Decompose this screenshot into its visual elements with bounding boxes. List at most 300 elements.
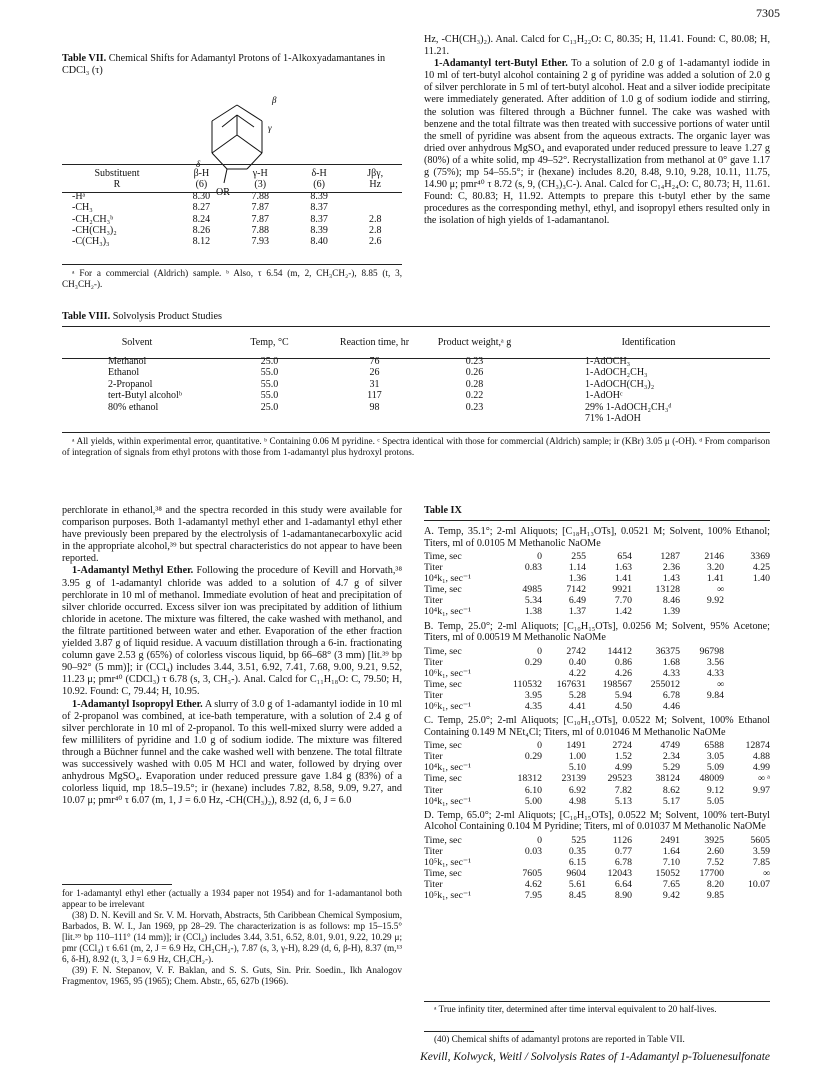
t7-head-2b: (3) — [254, 179, 267, 191]
value-cell — [724, 595, 770, 606]
t8-cell — [62, 413, 212, 424]
t8-cell: 71% 1-AdOH — [585, 413, 641, 425]
value-cell: 1491 — [566, 740, 586, 752]
tbutyl-heading: 1-Adamantyl tert-Butyl Ether. — [434, 58, 568, 70]
t8-cell: 80% ethanol — [108, 401, 159, 413]
value-cell: 10.07 — [747, 879, 770, 891]
t8-cell: 55.0 — [260, 390, 279, 402]
value-cell: 1.40 — [752, 573, 770, 585]
kinetics-table — [424, 740, 770, 807]
table-row — [424, 584, 770, 595]
t7-cell: 2.8 — [368, 213, 382, 225]
value-cell: 0 — [537, 551, 542, 562]
value-cell: 4.41 — [568, 701, 586, 713]
row-label: Time, sec — [424, 584, 462, 596]
note-39: (39) F. N. Stepanov, V. F. Baklan, and S. S. Guts, Sin. Prir. Soedin., Ikh Analogov Fragmentov, 1965, 95 (1965); Chem. Abstr., 65, 627b (1966). — [62, 965, 402, 986]
table-row — [424, 835, 770, 846]
row-label: Titer — [424, 595, 443, 607]
t7-head-0b: R — [113, 179, 121, 191]
value-cell: ∞ — [717, 584, 724, 596]
t8-cell: 2-Propanol — [108, 378, 153, 390]
value-cell: 1.42 — [614, 606, 632, 618]
t7-cell: 8.30 — [192, 190, 211, 202]
row-label: 10⁵k₁, sec⁻¹ — [424, 856, 472, 868]
value-cell: 8.20 — [706, 879, 724, 891]
value-cell: 6.64 — [614, 879, 632, 891]
table-ix-section — [424, 621, 770, 713]
t7-cell: 7.93 — [251, 236, 269, 248]
running-footer: Kevill, Kolwyck, Weitl / Solvolysis Rates of 1-Adamantyl p-Toluenesulfonate — [420, 1051, 770, 1063]
table-ix — [424, 505, 770, 902]
section-header: A. Temp, 35.1°; 2-ml Aliquots; [C₁₈H₁₃OTs], 0.0521 M; Solvent, 100% Ethanol; Titers, ml of 0.0105 M Methanolic NaOMe — [424, 526, 770, 549]
value-cell: 7.70 — [614, 595, 632, 607]
t7-head-0a: Substituent — [94, 168, 140, 179]
value-cell: 8.90 — [614, 890, 632, 902]
value-cell: 0.77 — [614, 845, 632, 857]
table-row — [424, 879, 770, 890]
row-label: Titer — [424, 689, 443, 701]
value-cell — [680, 701, 724, 712]
value-cell: 1.00 — [568, 751, 586, 763]
value-cell: 4.99 — [752, 762, 770, 774]
value-cell: 2146 — [704, 551, 724, 562]
value-cell: 9.84 — [706, 689, 724, 701]
value-cell: 14412 — [607, 645, 632, 657]
table-viii-caption: Solvolysis Product Studies — [112, 311, 222, 322]
value-cell — [724, 657, 770, 668]
table-viii-label: Table VIII. — [62, 311, 111, 322]
value-cell: 4.22 — [568, 667, 586, 679]
t7-head-4b: Hz — [369, 179, 382, 191]
table-row — [424, 846, 770, 857]
row-label: 10⁵k₁, sec⁻¹ — [424, 890, 472, 902]
value-cell: 2.60 — [706, 845, 724, 857]
table-vii-grid — [62, 168, 402, 248]
t7-cell — [348, 202, 402, 213]
methyl-heading: 1-Adamantyl Methyl Ether. — [72, 565, 194, 577]
value-cell — [498, 857, 542, 868]
value-cell: 48009 — [699, 773, 724, 785]
t8-cell: 1-AdOHᶜ — [585, 390, 623, 402]
value-cell: 5.00 — [524, 795, 542, 807]
value-cell: 3.95 — [524, 689, 542, 701]
table-row — [62, 236, 402, 247]
value-cell: ∞ — [763, 867, 770, 879]
t7-head-2a: γ-H — [252, 168, 268, 179]
value-cell: 5.17 — [662, 795, 680, 807]
value-cell — [724, 890, 770, 901]
value-cell: 1126 — [612, 834, 632, 846]
value-cell: 18312 — [517, 773, 542, 785]
row-label: 10⁴k₁, sec⁻¹ — [424, 795, 472, 807]
t8-cell: 0.22 — [465, 390, 484, 402]
value-cell — [724, 646, 770, 657]
value-cell: 0.03 — [524, 845, 542, 857]
value-cell — [680, 606, 724, 617]
t8-cell: 0.26 — [465, 367, 484, 379]
value-cell: 6.15 — [568, 856, 586, 868]
value-cell: 0 — [537, 740, 542, 752]
table-vii-label: Table VII. — [62, 53, 107, 64]
value-cell: 654 — [617, 551, 632, 562]
value-cell: 12874 — [745, 740, 770, 752]
t7-cell: 8.37 — [310, 202, 328, 214]
table-row — [62, 402, 770, 413]
table-row — [424, 857, 770, 868]
value-cell: 13128 — [655, 584, 680, 596]
value-cell: 4.33 — [662, 667, 680, 679]
page-number: 7305 — [756, 6, 780, 20]
value-cell: 5.13 — [614, 795, 632, 807]
t7-cell: 7.87 — [251, 213, 269, 225]
t7-cell: 8.37 — [310, 213, 328, 225]
value-cell: 38124 — [655, 773, 680, 785]
value-cell: 0.29 — [524, 656, 542, 668]
value-cell: 0 — [537, 645, 542, 657]
value-cell: 9.97 — [752, 784, 770, 796]
value-cell — [724, 690, 770, 701]
t8-head-time: Reaction time, hr — [339, 337, 410, 349]
value-cell: 1.64 — [662, 845, 680, 857]
value-cell: 3.20 — [706, 562, 724, 574]
row-label: Titer — [424, 751, 443, 763]
section-header: C. Temp, 25.0°; 2-ml Aliquots; [C₁₀H₁₅OTs], 0.0522 M; Solvent, 100% Ethanol Containing 0.149 M NEt₄Cl; Titers, ml of 0.01046 M Methanolic NaOMe — [424, 715, 770, 738]
methyl-body: Following the procedure of Kevill and Horvath,³⁸ 3.95 g of 1-adamantyl chloride was added to a solution of 4.7 g of silver perchlorate in 10 ml of methanol. Immediate evolution of heat and precipitation of silver chloride occurred. Excess silver ion was precipitated by addition of lithium chloride in acetone. The mixture was filtered, the cake washed with methanol, and the filtrate partitioned between water and ether. Evaporation of the ether fraction yielded 3.87 g of liquid residue. A vacuum distillation through a 6-in. fractionating column gave 2.53 g (65%) of colorless viscous liquid, bp 66–68° (3 mm) [lit.³⁹ bp 90–92° (5 mm)]; ir (CCl₄) includes 3.44, 3.51, 6.92, 7.41, 7.68, 9.00, 9.21, 9.52, 11.23 μ; pmr⁴⁰ (CDCl₃) τ 6.78 (s, 3, CH₃-). Anal. Calcd for C₁₁H₁₈O: C, 79.50; H, 10.92. Found: C, 79.44; H, 10.95. — [62, 565, 402, 698]
right-top-column — [424, 34, 770, 228]
value-cell: 1.63 — [614, 562, 632, 574]
value-cell: 3.05 — [706, 751, 724, 763]
value-cell: 2742 — [566, 645, 586, 657]
value-cell — [498, 762, 542, 773]
value-cell: 7142 — [566, 584, 586, 596]
value-cell — [724, 701, 770, 712]
row-label: Time, sec — [424, 740, 462, 752]
t8-head-solvent: Solvent — [121, 337, 153, 349]
value-cell: 7605 — [522, 867, 542, 879]
value-cell: 6.78 — [614, 856, 632, 868]
table-row — [424, 646, 770, 657]
value-cell: 15052 — [655, 867, 680, 879]
value-cell: 4985 — [522, 584, 542, 596]
value-cell: 4.88 — [752, 751, 770, 763]
table-row — [424, 562, 770, 573]
row-label: Titer — [424, 845, 443, 857]
left-bottom-column — [62, 505, 402, 807]
section-header: B. Temp, 25.0°; 2-ml Aliquots; [C₁₀H₁₅OTs], 0.0256 M; Solvent, 95% Acetone; Titers, ml of 0.00519 M Methanolic NaOMe — [424, 620, 770, 644]
value-cell — [724, 668, 770, 679]
value-cell — [724, 584, 770, 595]
value-cell: 7.10 — [662, 856, 680, 868]
value-cell: 5.34 — [524, 595, 542, 607]
table-row — [424, 573, 770, 584]
table-row — [424, 679, 770, 690]
value-cell: 0.83 — [524, 562, 542, 574]
note-40: (40) Chemical shifts of adamantyl protons are reported in Table VII. — [434, 1034, 685, 1044]
value-cell: 0.40 — [568, 656, 586, 668]
value-cell: 8.46 — [662, 595, 680, 607]
value-cell: 2.36 — [662, 562, 680, 574]
value-cell — [498, 573, 542, 584]
t8-cell: 76 — [369, 356, 380, 367]
value-cell: 9.92 — [706, 595, 724, 607]
beta-label: β — [272, 95, 277, 105]
value-cell: 6.92 — [568, 784, 586, 796]
table-viii-footnote: ᵃ All yields, within experimental error, quantitative. ᵇ Containing 0.06 M pyridine. ᶜ Spectra identical with those for commercial (Aldrich) sample; ir (KBr) 3.05 μ (-OH). ᵈ From comparison of integration of signals from ethyl protons with those from 1-adamantyl plus hydroxyl protons. — [62, 436, 770, 457]
isopropyl-heading: 1-Adamantyl Isopropyl Ether. — [72, 698, 203, 710]
t7-head-1b: (6) — [195, 179, 208, 191]
note-38: (38) D. N. Kevill and Sr. V. M. Horvath, Abstracts, 5th Caribbean Chemical Symposium, Barbados, B. W. I., Jan 1969, pp 28–29. The characterization is as follows: mp 15–15.5° [lit.³⁹ bp 110–111° (14 mm)]; ir (CCl₄) includes 3.44, 3.51, 6.52, 8.01, 9.01, 9.22, 10.29 μ; pmr (CCl₄) τ 6.61 (m, 2, J = 6.9 Hz, CH₃CH₂-), 7.87 (s, 3, γ-H), 8.29 (d, 6, β-H), 8.37 (m,¹³ 6, δ-H), 8.92 (t, 3, J = 6.9 Hz, CH₃CH₂-). — [62, 910, 402, 964]
row-label: 10⁴k₁, sec⁻¹ — [424, 606, 472, 618]
value-cell: 3.59 — [752, 845, 770, 857]
row-label: Titer — [424, 879, 443, 891]
value-cell: 9.12 — [706, 784, 724, 796]
gamma-label: γ — [268, 123, 272, 133]
table-row — [424, 551, 770, 562]
value-cell: 167631 — [556, 678, 586, 690]
value-cell: 4.98 — [568, 795, 586, 807]
t7-cell: -CH(CH₃)₂ — [72, 225, 117, 237]
t8-cell: 55.0 — [260, 367, 279, 379]
value-cell: 255 — [571, 551, 586, 562]
t7-cell: 8.39 — [310, 225, 328, 237]
para-perchlorate: perchlorate in ethanol,³⁸ and the spectra recorded in this study were available for comparison purposes. Both 1-adamantyl methyl ether and 1-adamantyl ethyl ether have previously been prepared by the electrolysis of 1-adamantanecarboxylic acid in the appropriate alcohol,³⁹ but spectral characteristics do not appear to have been reported. — [62, 505, 402, 565]
value-cell: 96798 — [699, 645, 724, 657]
row-label: Titer — [424, 784, 443, 796]
t8-cell: Ethanol — [108, 367, 140, 379]
t7-cell: 8.27 — [192, 202, 211, 214]
table-row — [424, 690, 770, 701]
value-cell: 110532 — [512, 678, 542, 690]
value-cell: 17700 — [699, 867, 724, 879]
value-cell: 0.29 — [524, 751, 542, 763]
value-cell: 4.46 — [662, 701, 680, 713]
value-cell: 6.10 — [524, 784, 542, 796]
value-cell: 6.78 — [662, 689, 680, 701]
table-row — [424, 606, 770, 617]
value-cell: 1.36 — [568, 573, 586, 585]
t7-head-4a: Jβγ, — [367, 168, 384, 179]
table-row — [424, 595, 770, 606]
table-viii-title — [62, 311, 770, 323]
value-cell — [498, 668, 542, 679]
table-row — [424, 762, 770, 773]
row-label: Time, sec — [424, 678, 462, 690]
table-row — [62, 367, 770, 378]
value-cell: 1287 — [660, 551, 680, 562]
row-label: 10⁶k₁, sec⁻¹ — [424, 701, 472, 713]
value-cell: 3369 — [750, 551, 770, 562]
t8-cell: 117 — [367, 390, 382, 402]
t7-cell: -C(CH₃)₃ — [72, 236, 110, 248]
table-row — [424, 701, 770, 712]
value-cell: 3.56 — [706, 656, 724, 668]
value-cell: 4749 — [660, 740, 680, 752]
row-label: Time, sec — [424, 551, 462, 562]
table-row — [62, 413, 770, 424]
table-row — [424, 796, 770, 807]
t7-cell: 8.24 — [192, 213, 211, 225]
row-label: Titer — [424, 562, 443, 574]
value-cell: 9604 — [566, 867, 586, 879]
value-cell: 1.41 — [614, 573, 632, 585]
t8-cell: 29% 1-AdOCH₂CH₃ᵈ — [585, 401, 672, 413]
table-ix-section — [424, 810, 770, 902]
value-cell: 4.33 — [706, 667, 724, 679]
t8-cell: 0.23 — [465, 401, 484, 413]
value-cell — [724, 606, 770, 617]
value-cell: 4.50 — [614, 701, 632, 713]
row-label: Time, sec — [424, 834, 462, 846]
t8-cell — [422, 413, 527, 424]
table-row — [62, 202, 402, 213]
t7-cell: 2.6 — [368, 236, 382, 248]
t7-head-3a: δ-H — [311, 168, 327, 179]
value-cell: 4.62 — [524, 879, 542, 891]
row-label: Titer — [424, 656, 443, 668]
table-row — [424, 668, 770, 679]
t7-head-1a: β-H — [193, 168, 210, 179]
table-vii-footnote: ᵃ For a commercial (Aldrich) sample. ᵇ Also, τ 6.54 (m, 2, CH₃CH₂-), 8.85 (t, 3, CH₃CH₂-). — [62, 268, 402, 289]
table-row — [62, 390, 770, 401]
value-cell: 8.45 — [568, 890, 586, 902]
t8-cell: 31 — [369, 378, 380, 390]
value-cell: 7.95 — [524, 890, 542, 902]
value-cell: 0 — [537, 834, 542, 846]
value-cell: 198567 — [602, 678, 632, 690]
value-cell: 1.37 — [568, 606, 586, 618]
t8-cell: 1-AdOCH₂CH₃ — [585, 367, 648, 379]
value-cell: 4.99 — [614, 762, 632, 774]
t8-cell: 25.0 — [260, 401, 279, 413]
table-ix-footnote: ᵃ True infinity titer, determined after time interval equivalent to 20 half-lives. — [434, 1004, 717, 1014]
value-cell: 525 — [571, 834, 586, 846]
value-cell: 1.39 — [662, 606, 680, 618]
row-label: 10⁴k₁, sec⁻¹ — [424, 762, 472, 774]
table-ix-label: Table IX — [424, 505, 462, 516]
value-cell: 9921 — [612, 584, 632, 596]
tbutyl-body: To a solution of 2.0 g of 1-adamantyl iodide in 10 ml of tert-butyl alcohol containing 2 g of pyridine was added a solution of 2.0 g of silver perchlorate in 5 ml of tert-butyl alcohol. Heat and a silver iodide precipitate were immediately generated. After addition of 1.0 g of sodium iodide and stirring, the solution was filtered through a Büchner funnel. The cake was washed with benzene and the total filtrate was then treated with successive portions of water until the smell of pyridine was absent from the aqueous extracts. The organic layer was dried over anhydrous MgSO₄ and evaporated under reduced pressure to leave 1.27 g (80%) of a white solid, mp 49–52°. Recrystallization from methanol at 0° gave 1.17 g (75%); mp 54–55.5°; ir (hexane) includes 8.20, 8.48, 9.10, 9.28, 10.11, 11.75, 14.90 μ; pmr⁴⁰ τ 8.72 (s, 9, (CH₃)₃C-). Anal. Calcd for C₁₄H₂₄O: C, 80.73; H, 11.61. Found: C, 80.83; H, 11.92. Attempts to prepare this t-butyl ether by the same procedures as the corresponding methyl, ethyl, and isopropyl ethers resulted only in the isolation of high yields of 1-adamantanol. — [424, 58, 770, 227]
t7-cell: 7.88 — [251, 225, 269, 237]
value-cell: 12043 — [607, 867, 632, 879]
value-cell: 6.49 — [568, 595, 586, 607]
t8-cell: 55.0 — [260, 378, 279, 390]
t8-cell: 26 — [369, 367, 380, 379]
value-cell: 4.35 — [524, 701, 542, 713]
table-row — [62, 214, 402, 225]
table-row — [424, 785, 770, 796]
table-ix-section — [424, 715, 770, 807]
value-cell: 0.35 — [568, 845, 586, 857]
row-label: Time, sec — [424, 773, 462, 785]
or-label: OR — [216, 187, 230, 198]
table-row — [62, 379, 770, 390]
table-vii-caption: Chemical Shifts for Adamantyl Protons of 1-Alkoxyadamantanes in CDCl₃ (τ) — [62, 53, 386, 76]
value-cell: 23139 — [561, 773, 586, 785]
row-label: Time, sec — [424, 645, 462, 657]
value-cell: 2.34 — [662, 751, 680, 763]
value-cell: 2491 — [660, 834, 680, 846]
value-cell: 2724 — [612, 740, 632, 752]
note-37-cont: for 1-adamantyl ethyl ether (actually a 1934 paper not 1954) and for 1-adamantanol both appear to be irrelevant — [62, 888, 402, 909]
t8-cell: 25.0 — [260, 356, 279, 367]
value-cell: 0.86 — [614, 656, 632, 668]
value-cell: 8.62 — [662, 784, 680, 796]
table-row — [424, 773, 770, 784]
t7-cell: 7.88 — [251, 190, 269, 202]
value-cell: 5.05 — [706, 795, 724, 807]
table-viii-grid — [62, 330, 770, 424]
value-cell: 5.09 — [706, 762, 724, 774]
t8-cell: Methanol — [108, 356, 147, 367]
t7-cell: 8.26 — [192, 225, 211, 237]
table-row — [424, 751, 770, 762]
left-footnotes — [62, 888, 402, 987]
value-cell: 255012 — [650, 678, 680, 690]
value-cell: 7.65 — [662, 879, 680, 891]
t7-cell: -CH₂CH₃ᵇ — [72, 213, 114, 225]
t7-head-3b: (6) — [313, 179, 325, 191]
value-cell: ∞ ᵃ — [757, 773, 770, 785]
table-row — [424, 890, 770, 901]
table-row — [424, 740, 770, 751]
value-cell: 36375 — [655, 645, 680, 657]
row-label: 10⁶k₁, sec⁻¹ — [424, 667, 472, 679]
ethyl-ether-cont: Hz, -CH(CH₃)₂). Anal. Calcd for C₁₃H₂₂O: C, 80.35; H, 11.41. Found: C, 80.08; H, 11.21. — [424, 34, 770, 58]
value-cell: 9.42 — [662, 890, 680, 902]
value-cell — [724, 796, 770, 807]
value-cell: 29523 — [607, 773, 632, 785]
value-cell: 4.25 — [752, 562, 770, 574]
value-cell: ∞ — [717, 678, 724, 690]
value-cell: 3925 — [704, 834, 724, 846]
t8-cell: 0.23 — [465, 356, 484, 367]
t7-cell: 8.40 — [310, 236, 328, 248]
t8-cell: tert-Butyl alcoholᵇ — [108, 390, 182, 402]
t8-head-weight: Product weight,ᵃ g — [437, 337, 512, 349]
value-cell: 5605 — [750, 834, 770, 846]
t7-cell: 2.8 — [368, 225, 382, 237]
value-cell: 4.26 — [614, 667, 632, 679]
value-cell: 1.52 — [614, 751, 632, 763]
table-row — [424, 868, 770, 879]
value-cell: 1.14 — [568, 562, 586, 574]
value-cell: 5.61 — [568, 879, 586, 891]
kinetics-table — [424, 835, 770, 902]
value-cell: 1.43 — [662, 573, 680, 585]
t7-cell: 8.12 — [192, 236, 211, 248]
table-row — [62, 225, 402, 236]
table-row — [424, 657, 770, 668]
value-cell: 6588 — [704, 740, 724, 752]
kinetics-table — [424, 646, 770, 713]
t8-cell — [327, 413, 422, 424]
t8-cell: 98 — [369, 401, 380, 413]
row-label: Time, sec — [424, 867, 462, 879]
t8-cell: 1-AdOCH₃ — [585, 356, 631, 367]
t8-cell — [212, 413, 327, 424]
value-cell: 7.52 — [706, 856, 724, 868]
value-cell — [724, 679, 770, 690]
section-header: D. Temp, 65.0°; 2-ml Aliquots; [C₁₀H₁₅OTs], 0.0522 M; Solvent, 100% tert-Butyl Alcohol Containing 0.104 M Pyridine; Titers, ml of 0.01037 M Methanolic NaOMe — [424, 809, 770, 833]
value-cell: 5.94 — [614, 689, 632, 701]
table-vii-title — [62, 53, 402, 77]
value-cell: 5.28 — [568, 689, 586, 701]
t8-head-temp: Temp, °C — [250, 337, 289, 349]
value-cell: 5.29 — [662, 762, 680, 774]
value-cell: 1.41 — [706, 573, 724, 585]
row-label: 10⁴k₁, sec⁻¹ — [424, 573, 472, 585]
t7-cell: 7.87 — [251, 202, 269, 214]
